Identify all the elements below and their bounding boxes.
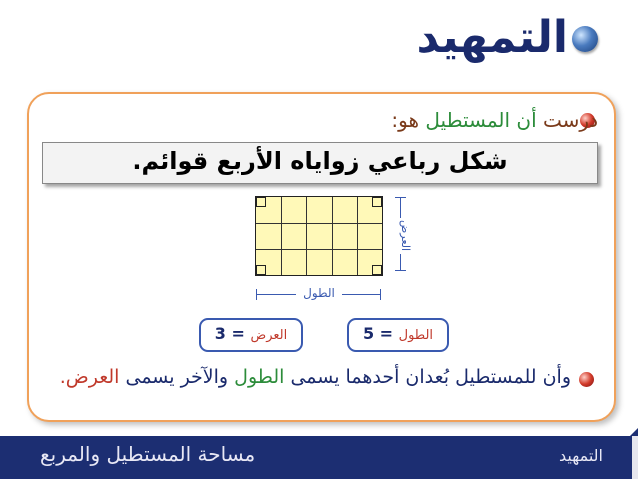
title-bar (0, 0, 638, 92)
rectangle-grid (255, 196, 383, 276)
right-angle-mark (256, 265, 266, 275)
page-edge (632, 436, 638, 479)
globe-icon (572, 26, 598, 52)
width-dimension-label: العرض (388, 218, 412, 254)
right-angle-mark (256, 197, 266, 207)
slide-title: التمهيد (416, 12, 568, 63)
footer-lesson-title: مساحة المستطيل والمربع (40, 442, 256, 466)
width-value-pill (199, 318, 303, 352)
grid-line-vertical (306, 197, 307, 275)
length-pill-value: = 5 (362, 324, 394, 343)
intro-highlight: أن المستطيل (425, 108, 537, 132)
line2-length-word: الطول (234, 366, 285, 388)
intro-prefix: درست (536, 108, 598, 132)
length-dimension-label: الطول (296, 286, 342, 300)
footer-corner (630, 428, 638, 436)
right-angle-mark (372, 197, 382, 207)
line2-end: . (59, 366, 66, 388)
grid-line-horizontal (256, 249, 382, 250)
width-pill-value: = 3 (214, 324, 245, 343)
line2-part-b: والآخر يسمى (119, 366, 235, 388)
grid-line-vertical (357, 197, 358, 275)
intro-suffix: هو: (391, 108, 426, 132)
dimensions-line (60, 366, 571, 388)
line2-width-word: العرض (65, 366, 120, 388)
bullet-icon (579, 372, 594, 387)
grid-line-horizontal (256, 223, 382, 224)
width-pill-label: العرض (250, 328, 288, 343)
footer-section-title: التمهيد (559, 446, 603, 465)
grid-line-vertical (332, 197, 333, 275)
grid-line-vertical (281, 197, 282, 275)
length-pill-label: الطول (398, 328, 434, 343)
line2-part-a: وأن للمستطيل بُعدان أحدهما يسمى (284, 366, 571, 388)
intro-line (391, 108, 598, 132)
definition-box (42, 142, 598, 184)
length-value-pill (347, 318, 449, 352)
right-angle-mark (372, 265, 382, 275)
definition-text: شكل رباعي زواياه الأربع قوائم. (132, 147, 508, 175)
